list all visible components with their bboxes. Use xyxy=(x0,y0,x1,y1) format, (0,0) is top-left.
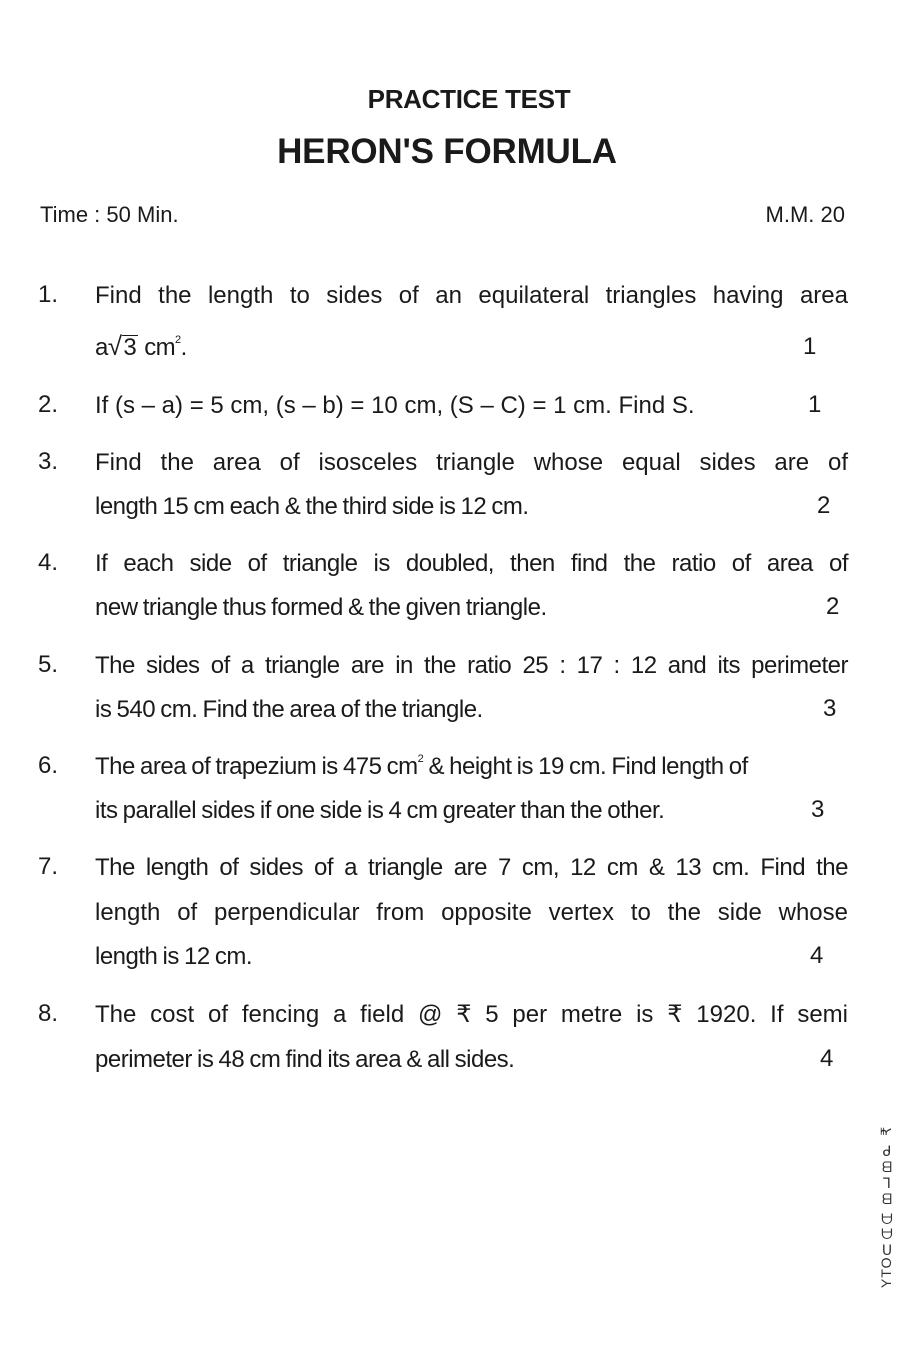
page-title: PRACTICE TEST xyxy=(367,84,571,114)
question-number: 4. xyxy=(38,549,59,576)
question-number: 8. xyxy=(38,1000,59,1027)
question-text-line: perimeter is 48 cm find its area & all sides. xyxy=(95,1046,515,1073)
question-text-line: Find the length to sides of an equilateral triangles having area xyxy=(95,282,848,309)
question-text-line: The length of sides of a triangle are 7 cm, 12 cm & 13 cm. Find the xyxy=(95,854,848,881)
question-marks: 1 xyxy=(808,391,822,418)
question-text-part: The area of trapezium is 475 cm xyxy=(95,753,418,780)
exponent: 2 xyxy=(417,753,424,765)
formula-variable: a xyxy=(95,334,108,361)
question-number: 6. xyxy=(38,752,59,779)
question-marks: 4 xyxy=(820,1045,834,1072)
question-marks: 2 xyxy=(817,492,831,519)
question-text-line: Find the area of isosceles triangle whose equal sides are of xyxy=(95,449,848,476)
radicand: 3 xyxy=(123,334,137,361)
question-text-line: its parallel sides if one side is 4 cm greater than the other. xyxy=(95,797,665,824)
question-marks: 3 xyxy=(823,695,837,722)
question-number: 7. xyxy=(38,853,59,880)
square-root-icon: √ xyxy=(107,331,122,361)
question-text-part: & height is 19 cm. Find length of xyxy=(423,753,748,780)
time-label: Time : 50 Min. xyxy=(40,202,179,227)
question-marks: 4 xyxy=(810,942,824,969)
period: . xyxy=(180,334,187,361)
question-text-line: The sides of a triangle are in the ratio 25 : 17 : 12 and its perimeter xyxy=(95,652,848,679)
question-number: 2. xyxy=(38,391,59,418)
side-margin-text: YTOᑎᗩᗩ ᗷᒪᗷᑭ ₹ xyxy=(878,1125,894,1288)
question-number: 5. xyxy=(38,651,59,678)
question-number: 1. xyxy=(38,281,59,308)
question-marks: 2 xyxy=(826,593,840,620)
max-marks-label: M.M. 20 xyxy=(765,202,845,227)
question-text-line xyxy=(95,331,848,363)
page-subtitle: HERON'S FORMULA xyxy=(277,132,617,171)
question-text-line: The cost of fencing a field @ ₹ 5 per metre is ₹ 1920. If semi xyxy=(95,1001,848,1028)
question-text-line: new triangle thus formed & the given triangle. xyxy=(95,594,547,621)
question-number: 3. xyxy=(38,448,59,475)
question-text-line: is 540 cm. Find the area of the triangle. xyxy=(95,696,483,723)
question-text-line: length 15 cm each & the third side is 12 cm. xyxy=(95,493,529,520)
question-text-line: length of perpendicular from opposite vertex to the side whose xyxy=(95,899,848,926)
question-text-line xyxy=(95,752,848,782)
exponent: 2 xyxy=(175,334,181,346)
question-text-line: If each side of triangle is doubled, then find the ratio of area of xyxy=(95,550,848,577)
question-marks: 1 xyxy=(803,333,817,360)
unit: cm xyxy=(138,334,176,361)
question-text-line: If (s – a) = 5 cm, (s – b) = 10 cm, (S – C) = 1 cm. Find S. xyxy=(95,392,695,419)
question-text-line: length is 12 cm. xyxy=(95,943,253,970)
question-marks: 3 xyxy=(811,796,825,823)
